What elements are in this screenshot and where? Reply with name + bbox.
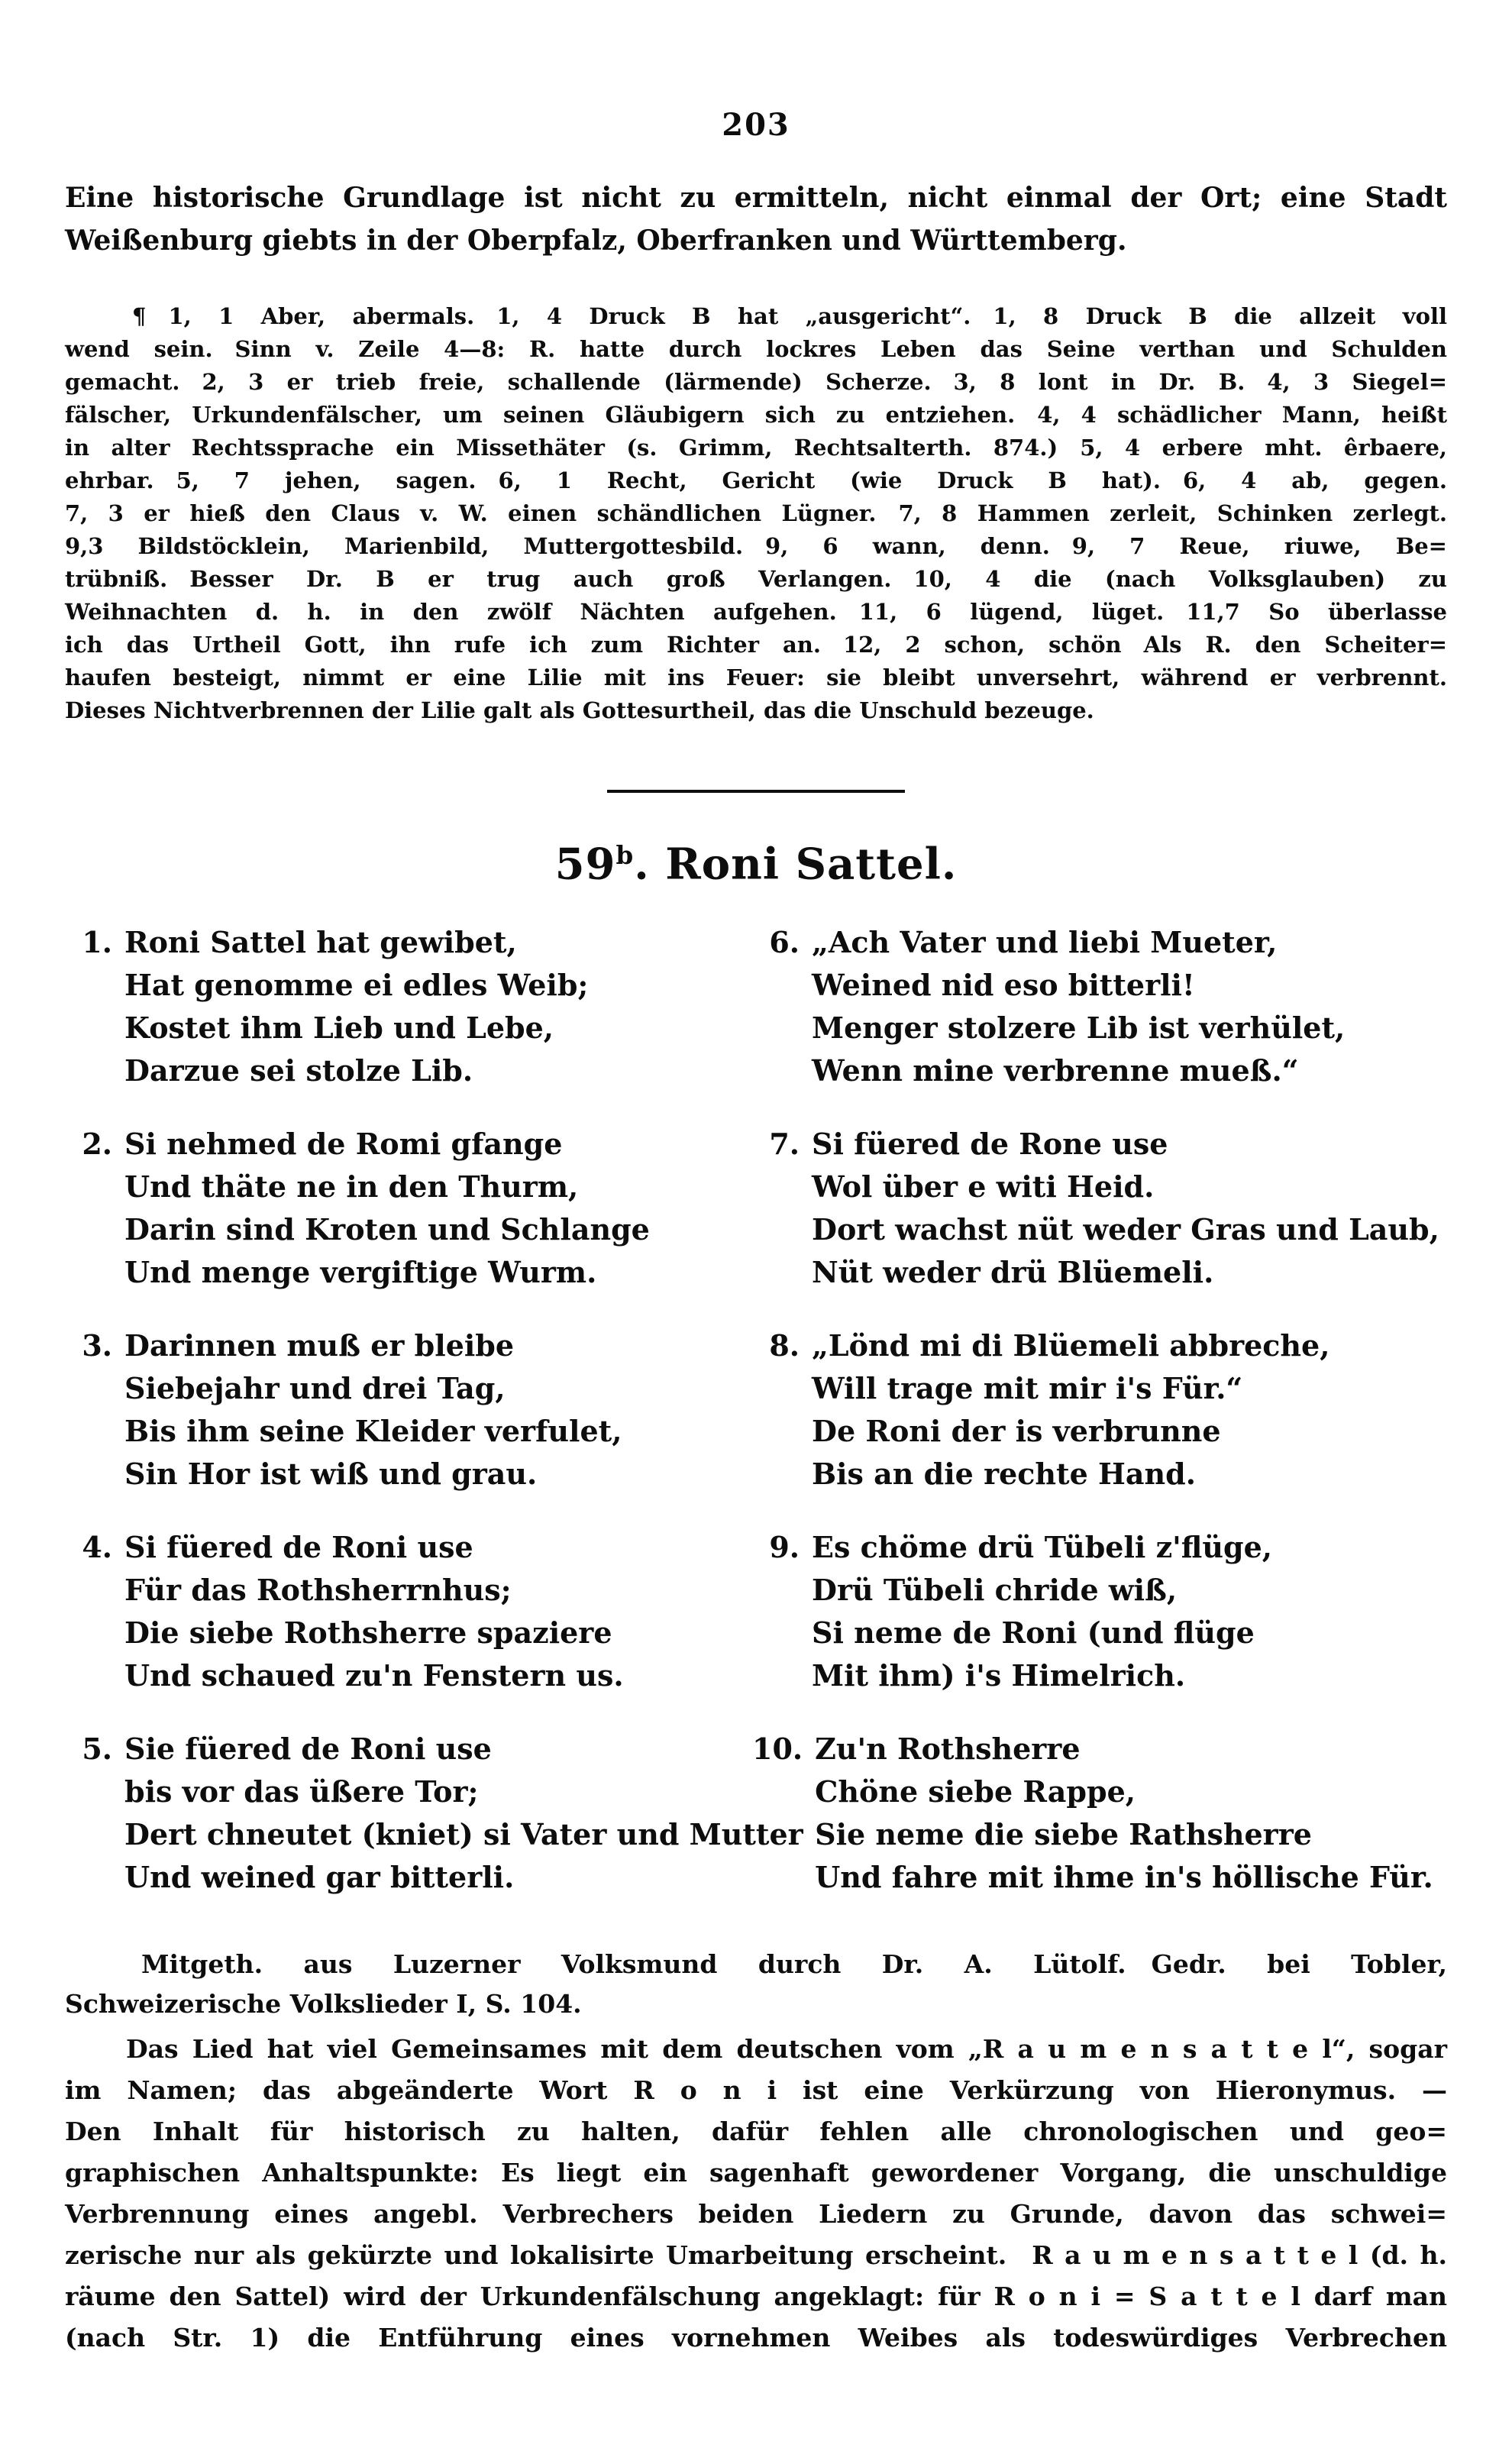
stanza (752, 1728, 1447, 1899)
stanza-column-right (752, 921, 1447, 1929)
verse-line: Weined nid eso bitterli! (812, 967, 1195, 1002)
verse-line: Für das Rothsherrnhus; (124, 1572, 512, 1607)
stanza-number: 7. (769, 1126, 800, 1161)
verse-line: „Ach Vater und liebi Mueter, (812, 924, 1278, 959)
stanza (65, 1123, 752, 1294)
text-line: (nach Str. 1) die Entführung eines vornehmen Weibes als todeswürdiges Verbrechen (65, 2322, 1447, 2353)
text-line: zerische nur als gekürzte und lokalisirte Umarbeitung erscheint. R a u m e n s a t t e l (d. h. (65, 2239, 1447, 2270)
song-number: 59 (554, 839, 616, 890)
stanza-number: 4. (82, 1529, 112, 1564)
text-line: Das Lied hat viel Gemeinsames mit dem deutschen vom „R a u m e n s a t t e l“, sogar (126, 2033, 1447, 2064)
stanza-lines (124, 1123, 752, 1294)
verse-line: Chöne siebe Rappe, (815, 1774, 1136, 1809)
verse-line: Zu'n Rothsherre (815, 1731, 1081, 1766)
text-line: ehrbar. 5, 7 jehen, sagen. 6, 1 Recht, Gericht (wie Druck B hat). 6, 4 ab, gegen. (65, 467, 1447, 493)
verse-line: Drü Tübeli chride wiß, (812, 1572, 1178, 1607)
text-line: fälscher, Urkundenfälscher, um seinen Gläubigern sich zu entziehen. 4, 4 schädlicher Mann, heißt (65, 402, 1447, 428)
text-line: gemacht. 2, 3 er trieb freie, schallende (lärmende) Scherze. 3, 8 lont in Dr. B. 4, 3 Siegel= (65, 369, 1447, 395)
verse-line: Bis ihm seine Kleider verfulet, (124, 1413, 622, 1448)
verse-line: Sin Hor ist wiß und grau. (124, 1456, 538, 1491)
verse-line: bis vor das üßere Tor; (124, 1774, 479, 1809)
stanza (65, 1526, 752, 1697)
stanza (752, 1123, 1447, 1294)
verse-line: Dort wachst nüt weder Gras und Laub, (812, 1211, 1439, 1247)
stanza (65, 1324, 752, 1496)
stanza-number: 2. (82, 1126, 112, 1161)
verse-line: Si nehmed de Romi gfange (124, 1126, 563, 1161)
text-line: haufen besteigt, nimmt er eine Lilie mit ins Feuer: sie bleibt unversehrt, während er verbrennt. (65, 665, 1447, 690)
song-title-text: . Roni Sattel. (634, 839, 958, 890)
text-line: Verbrennung eines angebl. Verbrechers beiden Liedern zu Grunde, davon das schwei= (65, 2198, 1447, 2229)
verse-line: Hat genomme ei edles Weib; (124, 967, 589, 1002)
verse-line: Und weined gar bitterli. (124, 1859, 515, 1894)
verse-line: Nüt weder drü Blüemeli. (812, 1254, 1214, 1289)
text-line: im Namen; das abgeänderte Wort R o n i ist eine Verkürzung von Hieronymus. — (65, 2074, 1447, 2105)
stanza-lines (815, 1728, 1447, 1899)
stanza-lines (124, 921, 752, 1092)
text-line: Mitgeth. aus Luzerner Volksmund durch Dr. A. Lütolf. Gedr. bei Tobler, (141, 1948, 1447, 1979)
verse-line: Roni Sattel hat gewibet, (124, 924, 517, 959)
verse-line: De Roni der is verbrunne (812, 1413, 1221, 1448)
verse-line: Darzue sei stolze Lib. (124, 1053, 473, 1088)
verse-line: Sie neme die siebe Rathsherre (815, 1816, 1312, 1851)
text-line: Weißenburg giebts in der Oberpfalz, Oberfranken und Württemberg. (65, 225, 1127, 257)
stanza-number: 3. (82, 1327, 112, 1363)
page-number: 203 (722, 107, 790, 143)
stanza-lines (812, 921, 1447, 1092)
stanza-number: 9. (769, 1529, 800, 1564)
text-line: Eine historische Grundlage ist nicht zu ermitteln, nicht einmal der Ort; eine Stadt (65, 182, 1447, 214)
verse-line: „Lönd mi di Blüemeli abbreche, (812, 1327, 1330, 1363)
stanza (752, 1324, 1447, 1496)
stanza-lines (124, 1728, 803, 1899)
stanza-number: 5. (82, 1731, 112, 1766)
text-line: Dieses Nichtverbrennen der Lilie galt als Gottesurtheil, das die Unschuld bezeuge. (65, 697, 1094, 723)
verse-line: Und fahre mit ihme in's höllische Für. (815, 1859, 1433, 1894)
verse-line: Und menge vergiftige Wurm. (124, 1254, 597, 1289)
section-divider (607, 790, 905, 793)
source-note (65, 1945, 1447, 2024)
commentary-paragraph (65, 2029, 1447, 2359)
verse-line: Wol über e witi Heid. (812, 1169, 1155, 1204)
stanza (752, 1526, 1447, 1697)
stanza-number: 1. (82, 924, 112, 959)
verse-line: Menger stolzere Lib ist verhület, (812, 1010, 1346, 1045)
text-line: Den Inhalt für historisch zu halten, dafür fehlen alle chronologischen und geo= (65, 2116, 1447, 2146)
intro-paragraph (65, 176, 1447, 262)
stanza-number: 10. (752, 1731, 803, 1766)
stanza-columns (65, 921, 1447, 1929)
stanza-lines (812, 1526, 1447, 1697)
text-line: 9,3 Bildstöcklein, Marienbild, Muttergottesbild. 9, 6 wann, denn. 9, 7 Reue, riuwe, Be= (65, 533, 1447, 559)
verse-line: Sie füered de Roni use (124, 1731, 492, 1766)
text-line: graphischen Anhaltspunkte: Es liegt ein sagenhaft gewordener Vorgang, die unschuldige (65, 2157, 1447, 2188)
verse-line: Und thäte ne in den Thurm, (124, 1169, 579, 1204)
text-line: ich das Urtheil Gott, ihn rufe ich zum Richter an. 12, 2 schon, schön Als R. den Scheiter= (65, 632, 1447, 658)
verse-line: Darinnen muß er bleibe (124, 1327, 515, 1363)
text-line: Schweizerische Volkslieder I, S. 104. (65, 1988, 582, 2019)
verse-line: Mit ihm) i's Himelrich. (812, 1657, 1186, 1693)
text-line: in alter Rechtssprache ein Missethäter (s. Grimm, Rechtsalterth. 874.) 5, 4 erbere mht. êrbaere, (65, 435, 1447, 461)
stanza-lines (124, 1324, 752, 1496)
stanza-number: 6. (769, 924, 800, 959)
annotations-paragraph (65, 300, 1447, 727)
verse-line: Die siebe Rothsherre spaziere (124, 1615, 612, 1650)
song-number-suffix: b (615, 841, 635, 870)
stanza-lines (812, 1123, 1447, 1294)
stanza (65, 921, 752, 1092)
stanza-number: 8. (769, 1327, 800, 1363)
text-line: trübniß. Besser Dr. B er trug auch groß Verlangen. 10, 4 die (nach Volksglauben) zu (65, 566, 1447, 592)
stanza-lines (124, 1526, 752, 1697)
verse-line: Wenn mine verbrenne mueß.“ (812, 1053, 1299, 1088)
verse-line: Siebejahr und drei Tag, (124, 1370, 506, 1405)
verse-line: Dert chneutet (kniet) si Vater und Mutter (124, 1816, 803, 1851)
verse-line: Es chöme drü Tübeli z'flüge, (812, 1529, 1273, 1564)
stanza (752, 921, 1447, 1092)
verse-line: Bis an die rechte Hand. (812, 1456, 1196, 1491)
text-line: Weihnachten d. h. in den zwölf Nächten aufgehen. 11, 6 lügend, lüget. 11,7 So überlasse (65, 599, 1447, 625)
verse-line: Darin sind Kroten und Schlange (124, 1211, 650, 1247)
verse-line: Si füered de Roni use (124, 1529, 473, 1564)
text-line: wend sein. Sinn v. Zeile 4—8: R. hatte durch lockres Leben das Seine verthan und Schulden (65, 336, 1447, 362)
text-line: 7, 3 er hieß den Claus v. W. einen schändlichen Lügner. 7, 8 Hammen zerleit, Schinken zerlegt. (65, 500, 1447, 526)
verse-line: Si füered de Rone use (812, 1126, 1168, 1161)
text-line: ¶ 1, 1 Aber, abermals. 1, 4 Druck B hat „ausgericht“. 1, 8 Druck B die allzeit voll (132, 303, 1447, 329)
verse-line: Kostet ihm Lieb und Lebe, (124, 1010, 554, 1045)
stanza-lines (812, 1324, 1447, 1496)
verse-line: Si neme de Roni (und flüge (812, 1615, 1255, 1650)
text-line: räume den Sattel) wird der Urkundenfälschung angeklagt: für R o n i = S a t t e l darf man (65, 2281, 1447, 2311)
verse-line: Und schaued zu'n Fenstern us. (124, 1657, 624, 1693)
verse-line: Will trage mit mir i's Für.“ (812, 1370, 1243, 1405)
song-title (65, 829, 1447, 891)
